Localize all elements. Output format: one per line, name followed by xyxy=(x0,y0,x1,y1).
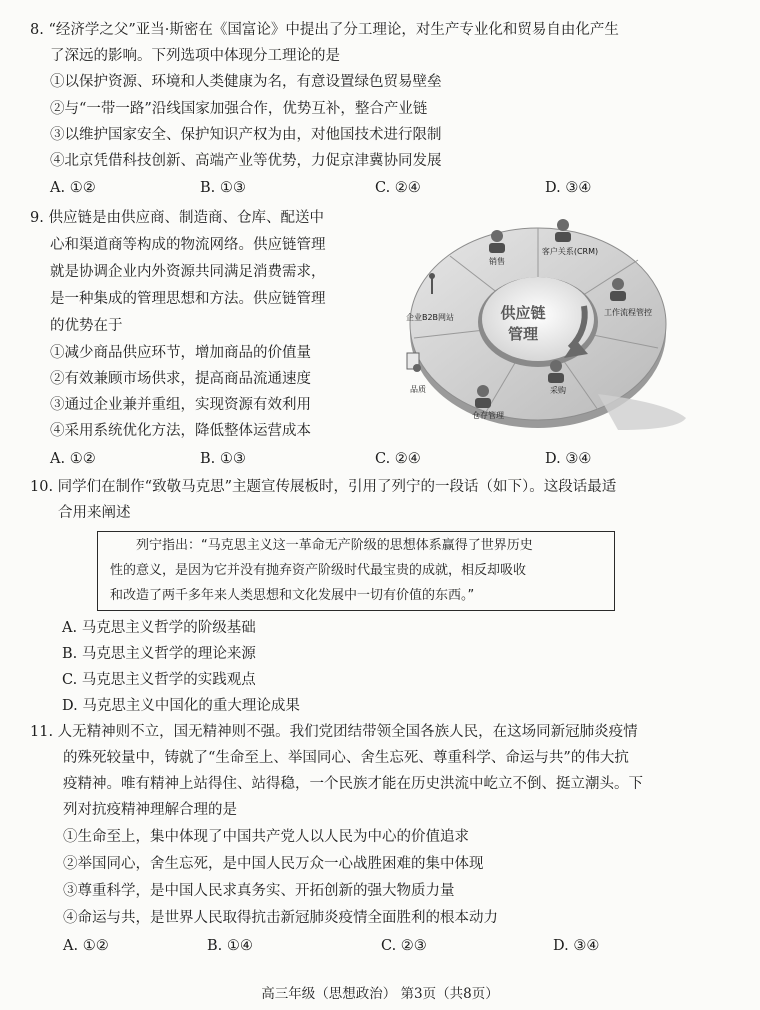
q9-item-2: ②有效兼顾市场供求，提高商品流通速度 xyxy=(50,371,311,387)
q9-option-d[interactable]: D. ③④ xyxy=(545,451,592,467)
q9-stem-line-2: 心和渠道商等构成的物流网络。供应链管理 xyxy=(50,237,326,253)
q9-option-b[interactable]: B. ①③ xyxy=(200,451,246,467)
q11-option-c[interactable]: C. ②③ xyxy=(381,938,427,954)
quote-line-2: 性的意义，是因为它并没有抛弃资产阶级时代最宝贵的成就，相反却吸收 xyxy=(110,563,527,578)
q11-option-a[interactable]: A. ①② xyxy=(63,938,109,954)
q11-item-4: ④命运与共，是世界人民取得抗击新冠肺炎疫情全面胜利的根本动力 xyxy=(63,910,498,926)
q8-item-3: ③以维护国家安全、保护知识产权为由，对他国技术进行限制 xyxy=(50,127,442,143)
q8-stem-line-1 xyxy=(30,20,619,40)
q9-item-4: ④采用系统优化方法，降低整体运营成本 xyxy=(50,423,311,439)
q11-option-b[interactable]: B. ①④ xyxy=(207,938,253,954)
q11-number: 11. xyxy=(30,724,54,740)
segment-sales: 销售 xyxy=(489,257,505,266)
q11-item-1: ①生命至上，集中体现了中国共产党人以人民为中心的价值追求 xyxy=(63,829,469,845)
q10-option-c[interactable]: C. 马克思主义哲学的实践观点 xyxy=(62,672,256,688)
hub-label-line-2: 管理 xyxy=(507,325,539,343)
page-footer: 高三年级（思想政治） 第3页（共8页） xyxy=(261,986,499,1002)
q9-option-a[interactable]: A. ①② xyxy=(50,451,96,467)
q11-stem-line-3: 疫精神。唯有精神上站得住、站得稳，一个民族才能在历史洪流中屹立不倒、挺立潮头。下 xyxy=(63,776,643,792)
q8-option-d[interactable]: D. ③④ xyxy=(545,180,592,196)
q8-number: 8. xyxy=(30,22,44,38)
q8-stem-line-2: 了深远的影响。下列选项中体现分工理论的是 xyxy=(50,48,340,64)
q9-item-3: ③通过企业兼并重组，实现资源有效利用 xyxy=(50,397,311,413)
q11-stem-line-4: 列对抗疫精神理解合理的是 xyxy=(63,802,237,818)
q10-stem-line-1 xyxy=(30,477,616,497)
q8-item-2: ②与“一带一路”沿线国家加强合作，优势互补，整合产业链 xyxy=(50,101,428,117)
q9-stem-line-5: 的优势在于 xyxy=(50,318,123,334)
segment-b2b: 企业B2B网站 xyxy=(405,313,455,322)
q9-stem-line-1 xyxy=(30,208,324,228)
lenin-quote-box xyxy=(97,531,615,611)
segment-crm: 客户关系(CRM) xyxy=(541,247,599,256)
q10-stem-line-2: 合用来阐述 xyxy=(58,505,131,521)
q9-stem-line-3: 就是协调企业内外资源共同满足消费需求， xyxy=(50,264,326,280)
q10-number: 10. xyxy=(30,479,54,495)
segment-workflow: 工作流程管控 xyxy=(604,308,652,317)
q10-option-a[interactable]: A. 马克思主义哲学的阶级基础 xyxy=(62,620,256,636)
hub-label-line-1: 供应链 xyxy=(500,304,546,322)
q11-stem-line-2: 的殊死较量中，铸就了“生命至上、举国同心、舍生忘死、尊重科学、命运与共”的伟大抗 xyxy=(63,750,629,766)
q11-option-d[interactable]: D. ③④ xyxy=(553,938,600,954)
q8-option-c[interactable]: C. ②④ xyxy=(375,180,421,196)
quote-line-3: 和改造了两千多年来人类思想和文化发展中一切有价值的东西。” xyxy=(110,588,475,603)
q9-number: 9. xyxy=(30,210,44,226)
q8-option-a[interactable]: A. ①② xyxy=(50,180,96,196)
q9-stem-text-1: 供应链是由供应商、制造商、仓库、配送中 xyxy=(48,210,324,226)
segment-warehouse: 仓存管理 xyxy=(472,411,504,420)
q11-item-2: ②举国同心，舍生忘死，是中国人民万众一心战胜困难的集中体现 xyxy=(63,856,484,872)
q10-stem-text-1: 同学们在制作“致敬马克思”主题宣传展板时，引用了列宁的一段话（如下）。这段话最适 xyxy=(57,479,617,495)
segment-quality: 品质 xyxy=(410,385,426,394)
q11-stem-text-1: 人无精神则不立，国无精神则不强。我们党团结带领全国各族人民，在这场同新冠肺炎疫情 xyxy=(57,724,638,740)
quote-line-1: 列宁指出：“马克思主义这一革命无产阶级的思想体系赢得了世界历史 xyxy=(136,538,533,553)
supply-chain-diagram xyxy=(388,198,688,448)
q10-option-b[interactable]: B. 马克思主义哲学的理论来源 xyxy=(62,646,256,662)
q8-option-b[interactable]: B. ①③ xyxy=(200,180,246,196)
q10-option-d[interactable]: D. 马克思主义中国化的重大理论成果 xyxy=(62,698,300,714)
q9-item-1: ①减少商品供应环节，增加商品的价值量 xyxy=(50,345,311,361)
q9-stem-line-4: 是一种集成的管理思想和方法。供应链管理 xyxy=(50,291,326,307)
ground-shadow xyxy=(598,394,686,430)
q8-item-4: ④北京凭借科技创新、高端产业等优势，力促京津冀协同发展 xyxy=(50,153,442,169)
q8-stem-text-1: “经济学之父”亚当·斯密在《国富论》中提出了分工理论，对生产专业化和贸易自由化产生 xyxy=(48,22,619,38)
segment-purchase: 采购 xyxy=(550,386,566,395)
q9-option-c[interactable]: C. ②④ xyxy=(375,451,421,467)
q11-stem-line-1 xyxy=(30,722,638,742)
q11-item-3: ③尊重科学，是中国人民求真务实、开拓创新的强大物质力量 xyxy=(63,883,455,899)
q8-item-1: ①以保护资源、环境和人类健康为名，有意设置绿色贸易壁垒 xyxy=(50,74,442,90)
quality-document-icon xyxy=(407,353,421,372)
